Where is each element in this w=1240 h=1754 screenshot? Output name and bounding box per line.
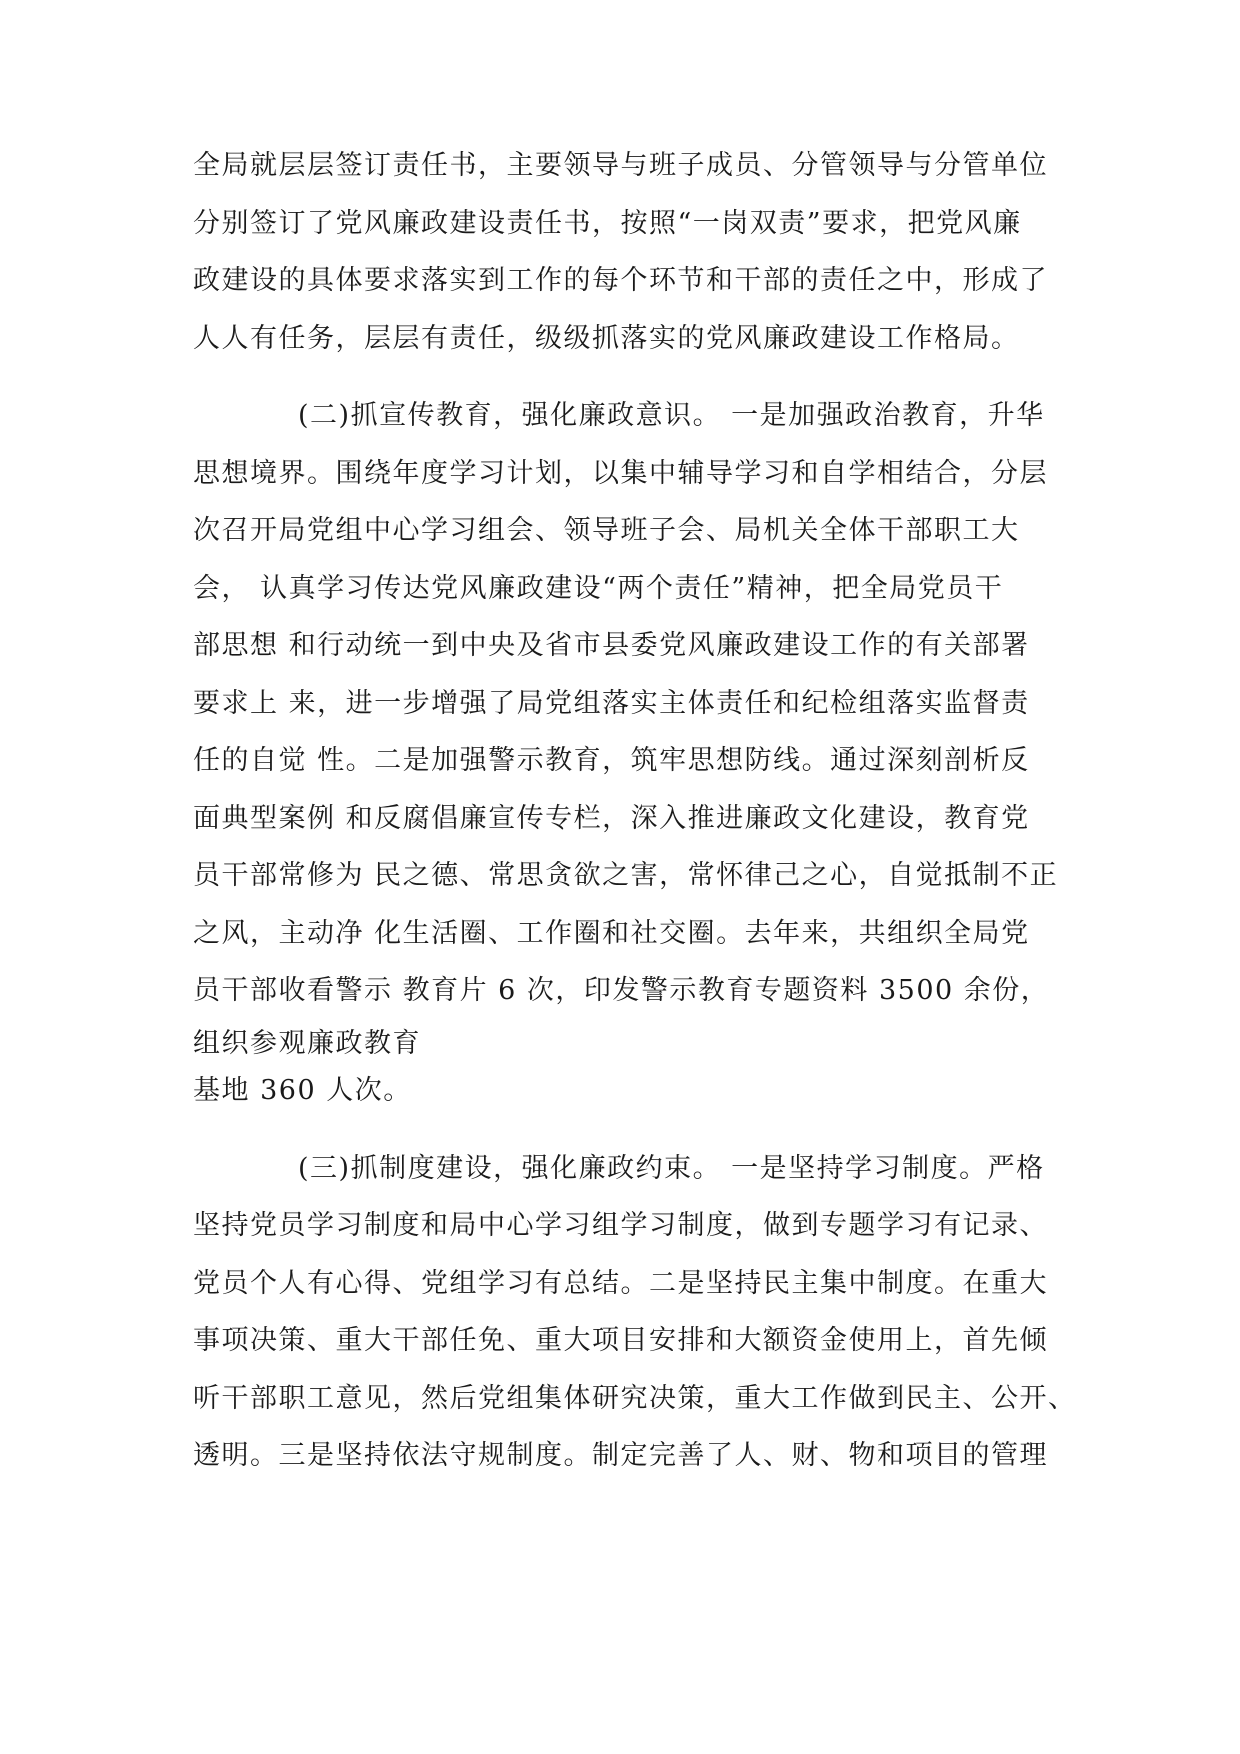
text-line: 组织参观廉政教育 [193, 1028, 421, 1059]
text-line: 会， 认真学习传达党风廉政建设“两个责任”精神，把全局党员干 [193, 573, 1004, 604]
text-line: 基地 360 人次。 [193, 1075, 412, 1106]
section-heading-line: (二)抓宣传教育，强化廉政意识。 一是加强政治教育，升华 [298, 400, 1045, 431]
text-line: 次召开局党组中心学习组会、领导班子会、局机关全体干部职工大 [193, 515, 1020, 546]
text-line: 人人有任务，层层有责任，级级抓落实的党风廉政建设工作格局。 [193, 323, 1020, 354]
text-line: 部思想 和行动统一到中央及省市县委党风廉政建设工作的有关部署 [193, 630, 1030, 661]
text-line: 要求上 来，进一步增强了局党组落实主体责任和纪检组落实监督责 [193, 688, 1030, 719]
text-line: 全局就层层签订责任书，主要领导与班子成员、分管领导与分管单位 [193, 150, 1048, 181]
text-line: 员干部收看警示 教育片 6 次，印发警示教育专题资料 3500 余份， [193, 975, 1050, 1006]
text-line: 事项决策、重大干部任免、重大项目安排和大额资金使用上，首先倾 [193, 1325, 1048, 1356]
text-line: 思想境界。围绕年度学习计划，以集中辅导学习和自学相结合，分层 [193, 458, 1048, 489]
text-line: 听干部职工意见，然后党组集体研究决策，重大工作做到民主、公开、 [193, 1383, 1077, 1414]
text-line: 透明。三是坚持依法守规制度。制定完善了人、财、物和项目的管理 [193, 1440, 1048, 1471]
text-line: 员干部常修为 民之德、常思贪欲之害，常怀律己之心，自觉抵制不正 [193, 860, 1059, 891]
text-line: 坚持党员学习制度和局中心学习组学习制度，做到专题学习有记录、 [193, 1210, 1048, 1241]
text-line: 任的自觉 性。二是加强警示教育，筑牢思想防线。通过深刻剖析反 [193, 745, 1030, 776]
text-line: 分别签订了党风廉政建设责任书，按照“一岗双责”要求，把党风廉 [193, 208, 1022, 239]
text-line: 之风，主动净 化生活圈、工作圈和社交圈。去年来，共组织全局党 [193, 918, 1030, 949]
text-line: 政建设的具体要求落实到工作的每个环节和干部的责任之中，形成了 [193, 265, 1048, 296]
text-line: 面典型案例 和反腐倡廉宣传专栏，深入推进廉政文化建设，教育党 [193, 803, 1030, 834]
section-heading-line: (三)抓制度建设，强化廉政约束。 一是坚持学习制度。严格 [298, 1153, 1045, 1184]
text-line: 党员个人有心得、党组学习有总结。二是坚持民主集中制度。在重大 [193, 1268, 1048, 1299]
